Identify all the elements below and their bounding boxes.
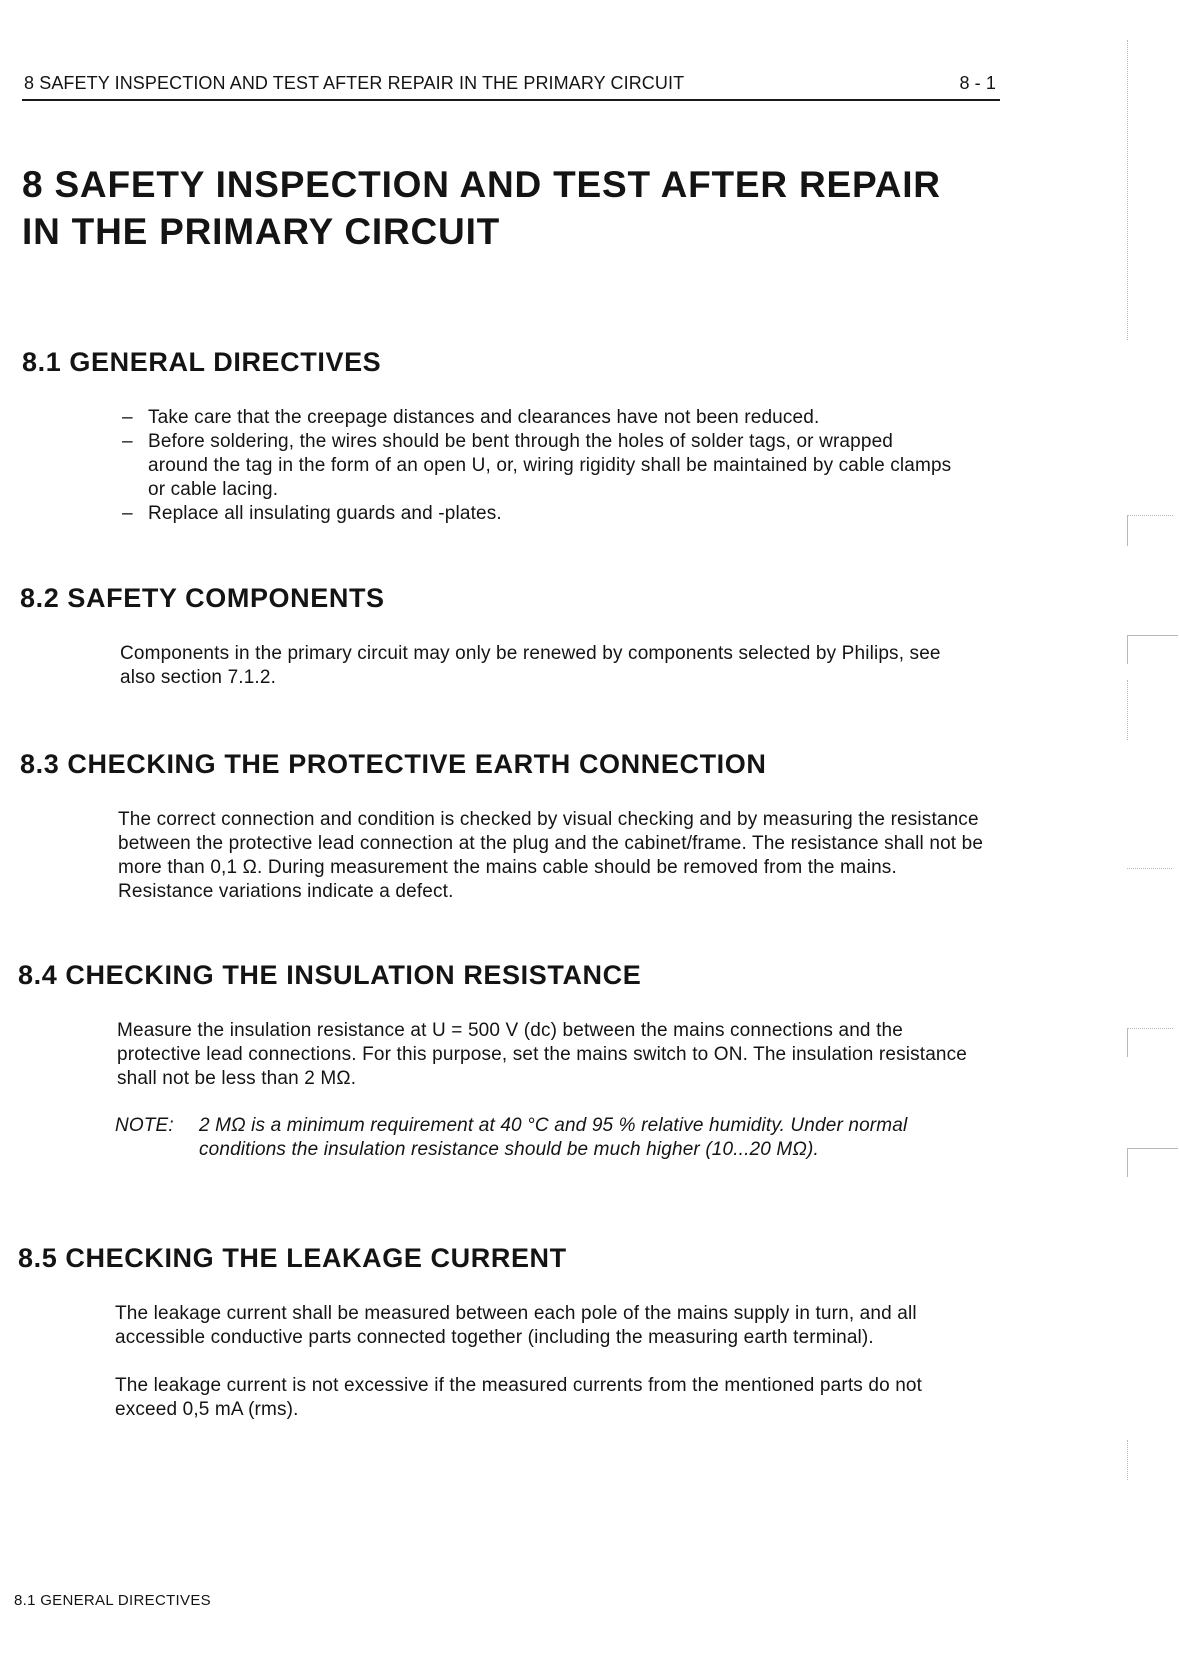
list-item: – Replace all insulating guards and -plates. [122, 502, 952, 526]
margin-mark [1127, 1028, 1173, 1057]
section-8-5-paragraph-1: The leakage current shall be measured between each pole of the mains supply in turn, and all accessible conductive parts connected together (including the measuring earth terminal). [115, 1303, 917, 1348]
section-heading-8-1: 8.1 GENERAL DIRECTIVES [22, 347, 382, 377]
margin-mark [1127, 635, 1178, 664]
margin-mark [1127, 680, 1128, 740]
section-8-5-paragraph-2: The leakage current is not excessive if the measured currents from the mentioned parts do not exceed 0,5 mA (rms). [115, 1375, 923, 1420]
note-text: 2 MΩ is a minimum requirement at 40 °C and 95 % relative humidity. Under normal conditions the insulation resistance should be much higher (10...20 MΩ). [199, 1115, 908, 1160]
chapter-title-line-2: IN THE PRIMARY CIRCUIT [22, 211, 501, 252]
page-footer: 8.1 GENERAL DIRECTIVES [14, 1592, 211, 1609]
list-item: – Before soldering, the wires should be bent through the holes of solder tags, or wrapped around the tag in the form of an open U, or, wiring rigidity shall be maintained by cable clamps or cable lacing. [122, 430, 952, 502]
general-directives-list [122, 406, 952, 526]
section-8-4-paragraph: Measure the insulation resistance at U = 500 V (dc) between the mains connections and the protective lead connections. For this purpose, set the mains switch to ON. The insulation resistance shall not be less than 2 MΩ. [117, 1020, 968, 1089]
chapter-title-line-1: 8 SAFETY INSPECTION AND TEST AFTER REPAIR [22, 164, 941, 205]
section-8-2-paragraph: Components in the primary circuit may only be renewed by components selected by Philips, see also section 7.1.2. [120, 643, 941, 688]
note-label: NOTE: [115, 1115, 174, 1136]
section-heading-8-4: 8.4 CHECKING THE INSULATION RESISTANCE [18, 960, 642, 990]
section-heading-8-3: 8.3 CHECKING THE PROTECTIVE EARTH CONNECTION [20, 749, 767, 779]
chapter-title [22, 161, 941, 255]
note-block [115, 1114, 975, 1194]
section-heading-8-5: 8.5 CHECKING THE LEAKAGE CURRENT [18, 1243, 567, 1273]
margin-mark [1127, 1440, 1128, 1480]
section-heading-8-2: 8.2 SAFETY COMPONENTS [20, 583, 385, 613]
margin-mark [1127, 1148, 1178, 1177]
margin-mark [1127, 40, 1128, 340]
running-header [22, 73, 1000, 101]
section-8-3-paragraph: The correct connection and condition is checked by visual checking and by measuring the resistance between the protective lead connection at the plug and the cabinet/frame. The resistance shall not be more than 0,1 Ω. During measurement the mains cable should be removed from the mains. Resistance variations indicate a defect. [118, 809, 984, 902]
margin-mark [1127, 515, 1173, 546]
running-header-title: 8 SAFETY INSPECTION AND TEST AFTER REPAIR IN THE PRIMARY CIRCUIT [24, 73, 685, 93]
page-number: 8 - 1 [959, 73, 996, 93]
list-item: – Take care that the creepage distances and clearances have not been reduced. [122, 406, 952, 430]
margin-mark [1127, 868, 1172, 869]
